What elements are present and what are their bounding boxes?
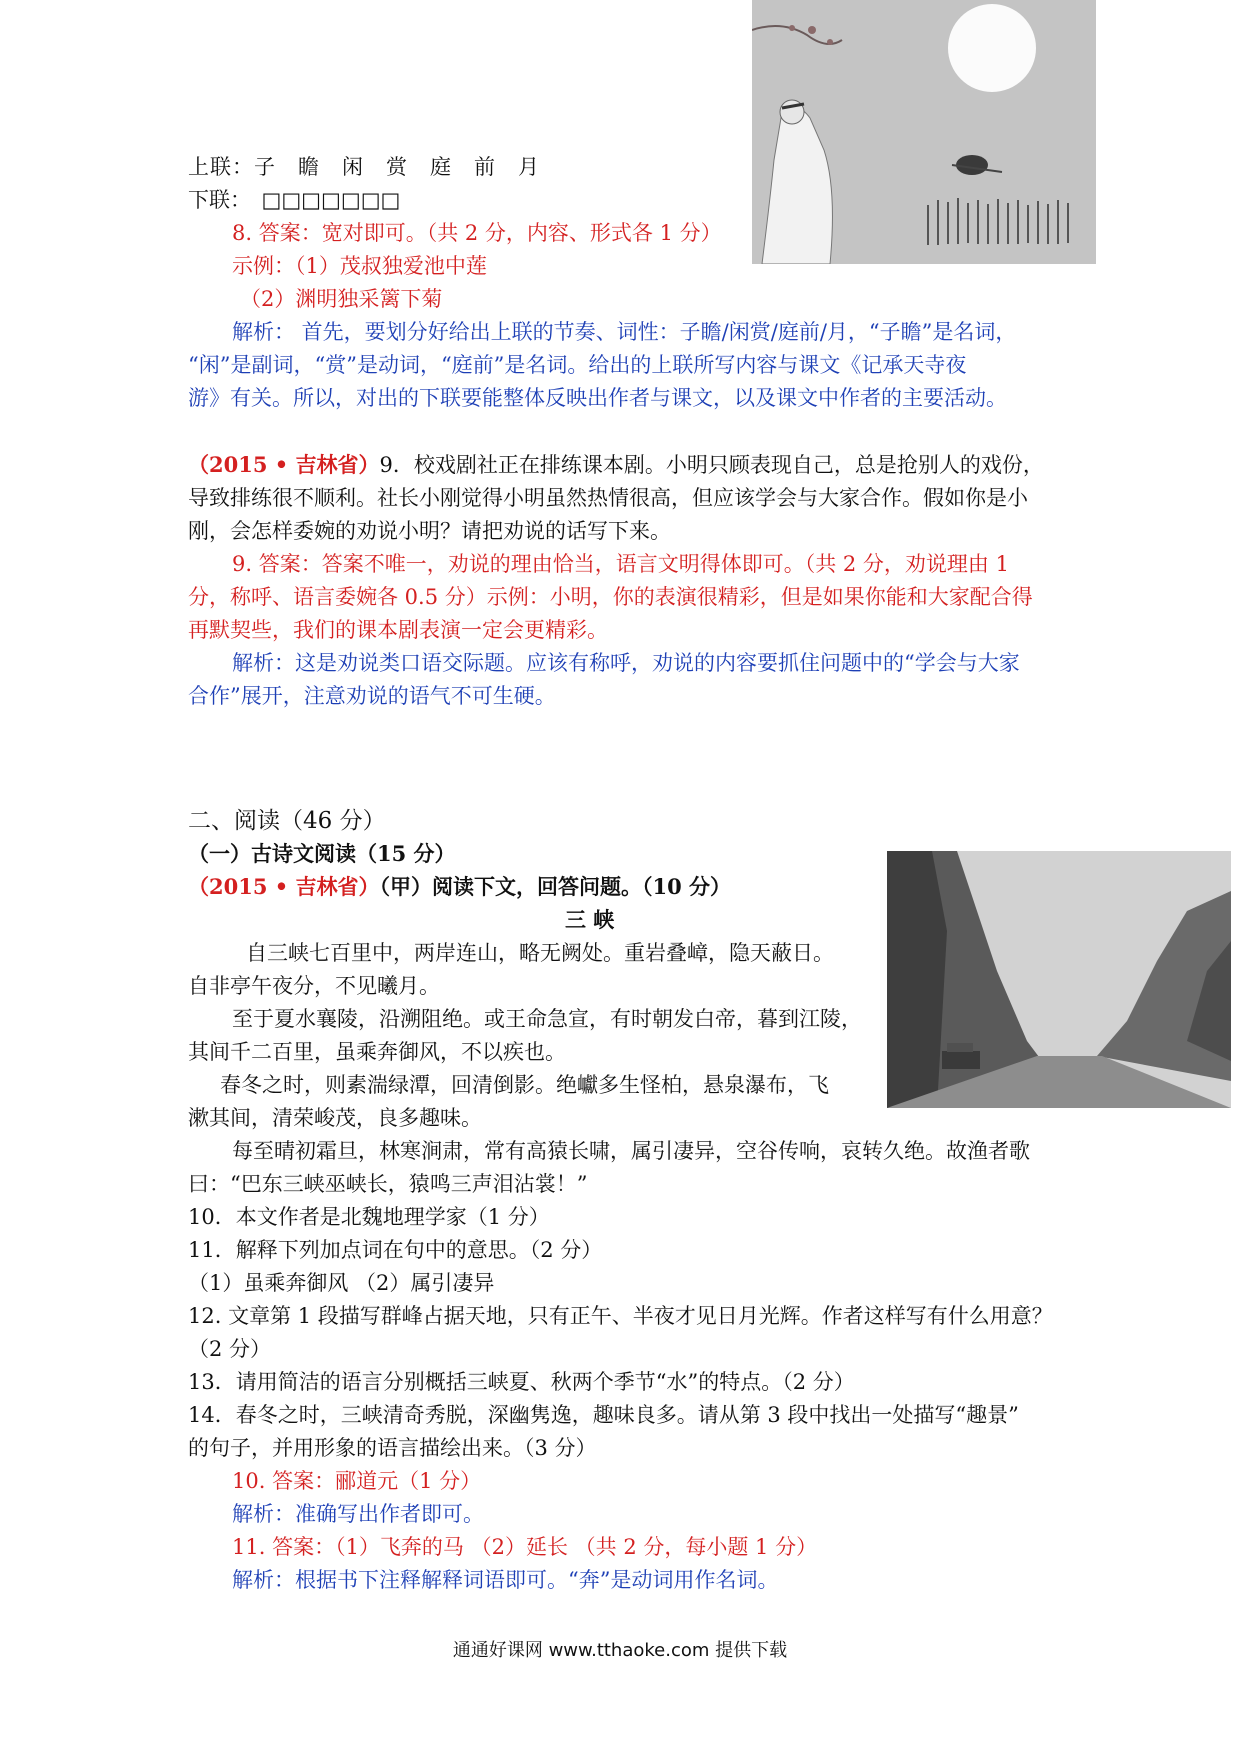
three-gorges-photo bbox=[887, 851, 1231, 1108]
moon-scholar-icon bbox=[752, 0, 1096, 264]
a10-analysis: 解析：准确写出作者即可。 bbox=[232, 1502, 484, 1526]
a11-answer: 11. 答案：（1）飞奔的马 （2）延长 （共 2 分，每小题 1 分） bbox=[232, 1535, 818, 1559]
passage-line: 春冬之时，则素湍绿潭，回清倒影。绝巘多生怪柏，悬泉瀑布，飞 bbox=[220, 1073, 829, 1097]
couplet-lower: 下联： □□□□□□□ bbox=[188, 188, 401, 212]
question-line: 12. 文章第 1 段描写群峰占据天地，只有正午、半夜才见日月光辉。作者这样写有什么用意？ bbox=[188, 1304, 1053, 1328]
q8-example-2: （2）渊明独采篱下菊 bbox=[240, 287, 443, 311]
q9-answer-line: 再默契些，我们的课本剧表演一定会更精彩。 bbox=[188, 618, 608, 642]
passage-line: 自非亭午夜分，不见曦月。 bbox=[188, 974, 440, 998]
question-line: 10．本文作者是北魏地理学家（1 分） bbox=[188, 1205, 550, 1229]
question-line: 14．春冬之时，三峡清奇秀脱，深幽隽逸，趣味良多。请从第 3 段中找出一处描写“趣景” bbox=[188, 1403, 1019, 1427]
q8-analysis-line: 游》有关。所以，对出的下联要能整体反映出作者与课文，以及课文中作者的主要活动。 bbox=[188, 386, 1007, 410]
page-footer: 通通好课网 www.tthaoke.com 提供下载 bbox=[452, 1640, 788, 1661]
passage-line: 曰：“巴东三峡巫峡长，猿鸣三声泪沾裳！” bbox=[188, 1172, 588, 1196]
question-line: （1）虽乘奔御风 （2）属引凄异 bbox=[188, 1271, 495, 1295]
passage-line: 漱其间，清荣峻茂，良多趣味。 bbox=[188, 1106, 482, 1130]
q9-stem-line: 导致排练很不顺利。社长小刚觉得小明虽然热情很高，但应该学会与大家合作。假如你是小 bbox=[188, 486, 1028, 510]
question-line: 13．请用简洁的语言分别概括三峡夏、秋两个季节“水”的特点。（2 分） bbox=[188, 1370, 855, 1394]
q8-example-1: 示例：（1）茂叔独爱池中莲 bbox=[232, 254, 487, 278]
question-line: 11．解释下列加点词在句中的意思。（2 分） bbox=[188, 1238, 603, 1262]
passage-title: 三 峡 bbox=[565, 907, 615, 932]
question-line: 的句子，并用形象的语言描绘出来。（3 分） bbox=[188, 1436, 597, 1460]
q9-analysis-line: 合作”展开，注意劝说的语气不可生硬。 bbox=[188, 684, 556, 708]
passage-line: 每至晴初霜旦，林寒涧肃，常有高猿长啸，属引凄异，空谷传响，哀转久绝。故渔者歌 bbox=[232, 1139, 1030, 1163]
q8-analysis-line: 解析： 首先，要划分好给出上联的节奏、词性：子瞻/闲赏/庭前/月，“子瞻”是名词， bbox=[232, 320, 1017, 344]
q9-stem-line: 9．校戏剧社正在排练课本剧。小明只顾表现自己，总是抢别人的戏份， bbox=[379, 453, 1044, 477]
moon-scholar-illustration bbox=[752, 0, 1096, 264]
a11-analysis: 解析：根据书下注释解释词语即可。“奔”是动词用作名词。 bbox=[232, 1568, 779, 1592]
passage-line: 自三峡七百里中，两岸连山，略无阙处。重岩叠嶂，隐天蔽日。 bbox=[246, 941, 834, 965]
question-line: （2 分） bbox=[188, 1337, 272, 1361]
q9-stem-first bbox=[188, 450, 1044, 480]
q9-stem-line: 刚，会怎样委婉的劝说小明？请把劝说的话写下来。 bbox=[188, 519, 671, 543]
gorge-landscape-icon bbox=[887, 851, 1231, 1108]
section-subtitle: （一）古诗文阅读（15 分） bbox=[188, 841, 456, 866]
q9-source: （2015 • 吉林省） bbox=[188, 452, 380, 477]
q8-analysis-line: “闲”是副词，“赏”是动词，“庭前”是名词。给出的上联所写内容与课文《记承天寺夜 bbox=[188, 353, 967, 377]
section-instruction bbox=[188, 872, 731, 902]
section-title: 二、阅读（46 分） bbox=[188, 808, 386, 834]
passage-line: 至于夏水襄陵，沿溯阻绝。或王命急宣，有时朝发白帝，暮到江陵， bbox=[232, 1007, 862, 1031]
couplet-upper: 上联：子 瞻 闲 赏 庭 前 月 bbox=[188, 155, 540, 179]
q9-analysis-line: 解析：这是劝说类口语交际题。应该有称呼，劝说的内容要抓住问题中的“学会与大家 bbox=[232, 651, 1020, 675]
q8-answer: 8. 答案：宽对即可。（共 2 分，内容、形式各 1 分） bbox=[232, 221, 722, 245]
q9-answer-line: 9. 答案：答案不唯一，劝说的理由恰当，语言文明得体即可。（共 2 分，劝说理由 1 bbox=[232, 552, 1009, 576]
a10-answer: 10. 答案：郦道元（1 分） bbox=[232, 1469, 482, 1493]
passage-line: 其间千二百里，虽乘奔御风，不以疾也。 bbox=[188, 1040, 566, 1064]
section-source: （2015 • 吉林省） bbox=[188, 874, 380, 899]
section-instruction-text: （甲）阅读下文，回答问题。（10 分） bbox=[379, 874, 732, 899]
q9-answer-line: 分，称呼、语言委婉各 0.5 分）示例：小明，你的表演很精彩，但是如果你能和大家配合得 bbox=[188, 585, 1033, 609]
